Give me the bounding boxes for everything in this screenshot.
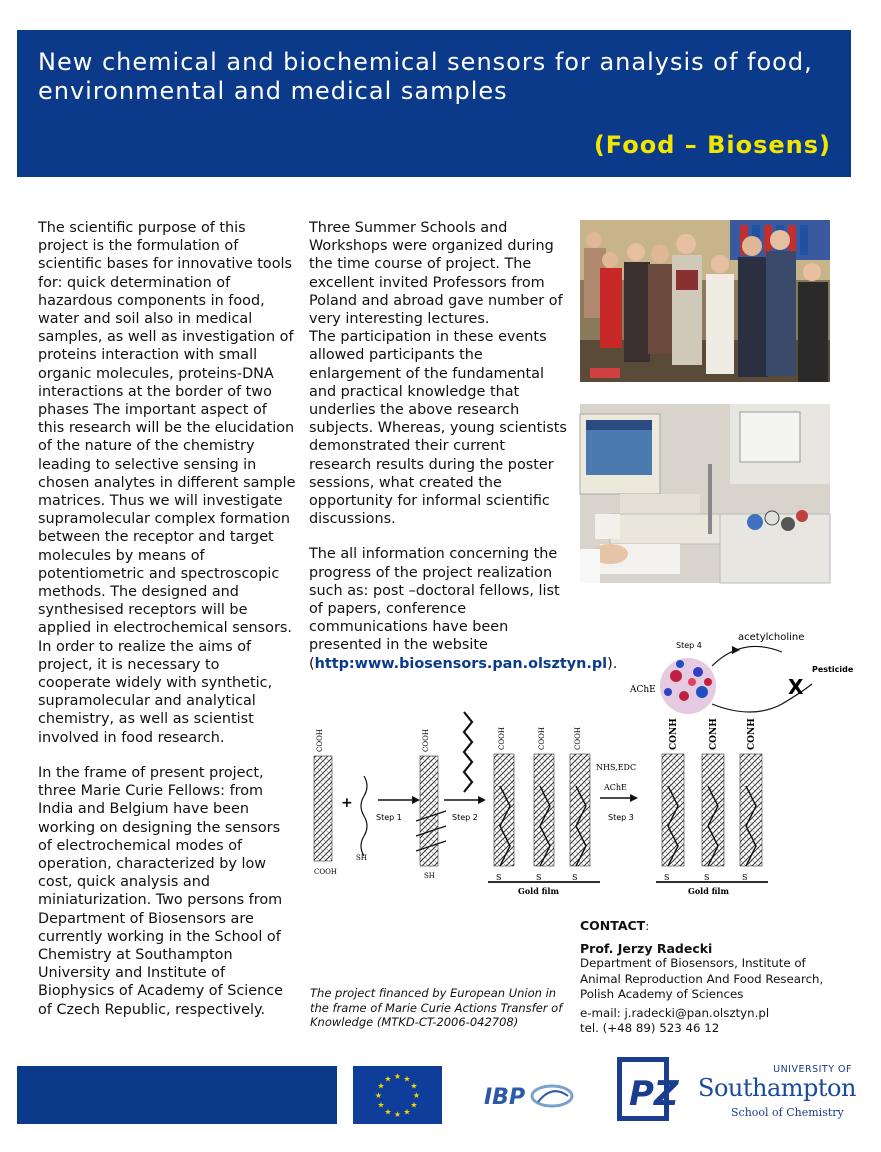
svg-text:★: ★ <box>374 1091 383 1100</box>
step4-label: Step 4 <box>676 641 702 650</box>
svg-text:★: ★ <box>403 1107 411 1117</box>
substrate-3c <box>570 754 590 866</box>
cooh-label-1: COOH <box>316 729 324 752</box>
linker-chain <box>464 712 472 792</box>
s-label-5: S <box>704 873 710 882</box>
substrate-2 <box>420 756 438 866</box>
pesticide-label: Pesticide <box>812 665 854 674</box>
school-of-chemistry-label: School of Chemistry <box>731 1106 844 1119</box>
reagents-label: NHS,EDC <box>596 763 637 772</box>
acetylcholine-label: acetylcholine <box>738 632 805 643</box>
sensor-assembly-diagram <box>308 626 854 898</box>
conh-label-3: CONH <box>747 718 757 750</box>
southampton-wordmark: Southampton <box>698 1074 856 1102</box>
fellows-paragraph: In the frame of present project, three Marie Curie Fellows: from India and Belgium have been working on designing the sensors of electrochemical modes of operation, characterized by low cost, quick analysis and miniaturization. Two persons from Department of Biosensors are currently working in the School of Chemistry at Southampton University and Institute of Biophysics of Academy of Science of Czech Republic, respectively. <box>38 764 284 1018</box>
contact-phone: tel. (+48 89) 523 46 12 <box>580 1021 720 1035</box>
ibp-logo <box>478 1068 578 1120</box>
sh-label-1: SH <box>356 854 367 862</box>
substrate-4a <box>662 754 684 866</box>
svg-text:★: ★ <box>403 1074 411 1084</box>
substrate-3b <box>534 754 554 866</box>
funding-credit: The project financed by European Union in the frame of Marie Curie Actions Transfer of Knowledge (MTKD-CT-2006-042708) <box>310 986 563 1029</box>
poster-title: New chemical and biochemical sensors for analysis of food, environmental and medical samples <box>38 48 813 105</box>
substrate-4b <box>702 754 724 866</box>
s-label-4: S <box>664 873 670 882</box>
svg-text:★: ★ <box>410 1081 418 1091</box>
ache-top-label: AChE <box>630 685 656 695</box>
svg-text:★: ★ <box>377 1081 385 1091</box>
conh-label-1: CONH <box>669 718 679 750</box>
group-photo <box>580 220 830 382</box>
website-text: The all information concerning the progress of the project realization such as: post –doctoral fellows, list of papers, conference communications have been presented in the website ( <box>309 546 560 672</box>
gold-film-label-1: Gold film <box>518 886 559 896</box>
sh-label-2: SH <box>424 872 435 880</box>
left-column <box>38 219 296 1036</box>
middle-column <box>309 219 618 690</box>
s-label-3: S <box>572 873 578 882</box>
summer-schools-paragraph: Three Summer Schools and Workshops were organized during the time course of project. The excellent invited Professors from Poland and abroad gave number of very interesting lectures. <box>309 220 563 328</box>
header-banner <box>17 30 851 177</box>
cooh-label-3a: COOH <box>498 727 506 750</box>
pz-institute-logo <box>617 1057 679 1121</box>
cooh-label-3b: COOH <box>538 727 546 750</box>
svg-text:★: ★ <box>384 1074 392 1084</box>
step2-label: Step 2 <box>452 813 478 822</box>
contact-heading: CONTACT <box>580 918 646 933</box>
svg-text:★: ★ <box>393 1072 402 1081</box>
cooh-label-3c: COOH <box>574 727 582 750</box>
substrate-3a <box>494 754 514 866</box>
participation-paragraph: The participation in these events allowed participants the enlargement of the fundamental and practical knowledge that underlies the above research subjects. Whereas, young scientists demonstrated their current research results during the poster sessions, what created the opportunity for informal scientific discussions. <box>309 329 567 528</box>
contact-name: Prof. Jerzy Radecki <box>580 940 713 956</box>
svg-text:★: ★ <box>412 1091 421 1100</box>
cooh-bottom-label: COOH <box>314 868 337 876</box>
s-label-6: S <box>742 873 748 882</box>
ibp-logo-text: IBP <box>484 1085 526 1110</box>
poster-subtitle: (Food – Biosens) <box>593 131 831 159</box>
substrate-4c <box>740 754 762 866</box>
ache-label: AChE <box>604 783 627 792</box>
step1-label: Step 1 <box>376 813 402 822</box>
website-link[interactable]: http:www.biosensors.pan.olsztyn.pl <box>314 655 608 672</box>
university-of-label: UNIVERSITY OF <box>773 1064 852 1075</box>
eu-flag-logo <box>353 1066 442 1124</box>
plus-sign: + <box>341 795 353 811</box>
s-label-2: S <box>536 873 542 882</box>
contact-affiliation: Department of Biosensors, Institute of Animal Reproduction And Food Research, Polish Academy of Sciences <box>580 956 824 1001</box>
footer-bar <box>17 1066 337 1124</box>
contact-block <box>580 918 850 1037</box>
substrate-1 <box>314 756 332 861</box>
contact-email[interactable]: e-mail: j.radecki@pan.olsztyn.pl <box>580 1005 770 1020</box>
svg-text:★: ★ <box>377 1100 385 1110</box>
contact-colon: : <box>645 919 650 933</box>
pz-logo-text: PZ <box>629 1074 679 1114</box>
lab-photo <box>580 404 830 583</box>
svg-text:★: ★ <box>410 1100 418 1110</box>
inhibition-x-mark: X <box>788 675 804 699</box>
website-text-end: ). <box>607 655 618 672</box>
purpose-paragraph: The scientific purpose of this project is the formulation of scientific bases for innovative tools for: quick determination of hazardous components in food, water and soil also in medical samples, as well as investigation of proteins interaction with small organic molecules, proteins-DNA interactions at the border of two phases The important aspect of this research will be the elucidation of the nature of the chemistry leading to selective sensing in chosen analytes in different sample matrices. Thus we will investigate supramolecular complex formation between the receptor and target molecules by means of potentiometric and spectroscopic methods. The designed and synthesised receptors will be applied in electrochemical sensors. In order to realize the aims of project, it is necessary to cooperate widely with synthetic, supramolecular and analytical chemistry, as well as scientist involved in food research. <box>38 220 296 746</box>
ache-enzyme <box>660 658 716 714</box>
thiol-chain <box>361 776 367 856</box>
s-label-1: S <box>496 873 502 882</box>
gold-film-label-2: Gold film <box>688 886 729 896</box>
southampton-logo <box>694 1064 856 1124</box>
conh-label-2: CONH <box>709 718 719 750</box>
svg-text:★: ★ <box>384 1107 392 1117</box>
svg-text:★: ★ <box>393 1110 402 1119</box>
step3-label: Step 3 <box>608 813 634 822</box>
cooh-label-2: COOH <box>422 729 430 752</box>
acetylcholine-arrow <box>712 646 782 666</box>
